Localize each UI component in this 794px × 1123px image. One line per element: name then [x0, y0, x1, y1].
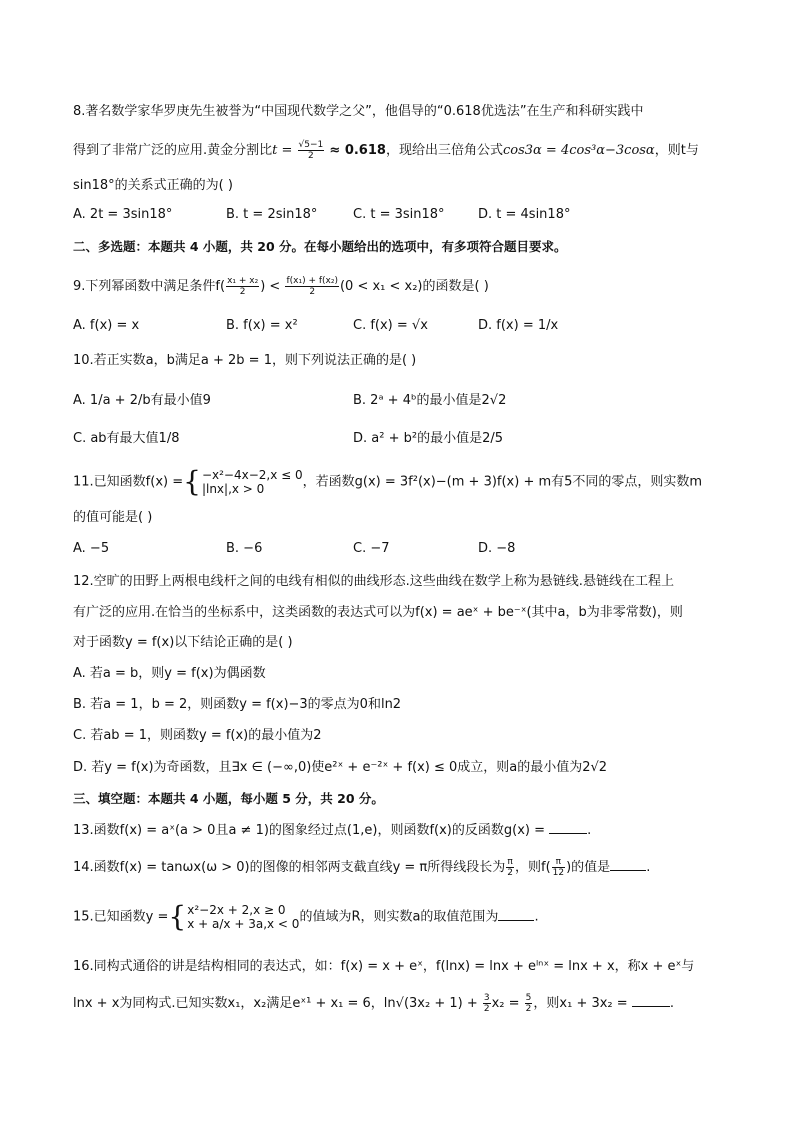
- q8-text-a: 得到了非常广泛的应用.黄金分割比: [73, 143, 273, 158]
- q10-option-b[interactable]: B. 2ᵃ + 4ᵇ的最小值是2√2: [353, 393, 507, 408]
- q8-option-b[interactable]: B. t = 2sin18°: [226, 207, 318, 222]
- q14-stem: [73, 857, 650, 878]
- frac-num: √5−1: [298, 140, 324, 150]
- q13-text: 13.函数f(x) = aˣ(a > 0且a ≠ 1)的图象经过点(1,e)，则函数f(x)的反函数g(x) =: [73, 823, 545, 838]
- q9-fraction-1: [226, 276, 259, 297]
- q12-line1: 12.空旷的田野上两根电线杆之间的电线有相似的曲线形态.这些曲线在数学上称为悬链线.悬链线在工程上: [73, 574, 674, 589]
- q16-period: .: [669, 996, 674, 1011]
- q13-stem: [73, 821, 591, 840]
- q9-text-a: 9.下列幂函数中满足条件f(: [73, 279, 226, 294]
- q8-line3: sin18°的关系式正确的为( ): [73, 178, 233, 193]
- q10-option-a[interactable]: A. 1/a + 2/b有最小值9: [73, 393, 211, 408]
- frac-num: x₁ + x₂: [227, 276, 259, 286]
- q15-answer-blank[interactable]: [498, 908, 534, 921]
- q13-period: .: [587, 823, 592, 838]
- q15-case-2: x + a/x + 3a,x < 0: [187, 917, 300, 931]
- q12-line3: 对于函数y = f(x)以下结论正确的是( ): [73, 635, 293, 650]
- left-brace-icon: {: [183, 465, 201, 498]
- q9-option-b[interactable]: B. f(x) = x²: [226, 318, 298, 333]
- q12-option-d[interactable]: D. 若y = f(x)为奇函数，且∃x ∈ (−∞,0)使e²ˣ + e⁻²ˣ + f(x) ≤ 0成立，则a的最小值为2√2: [73, 760, 608, 775]
- q8-line2: [73, 140, 699, 161]
- q8-line1: 8.著名数学家华罗庚先生被誉为“中国现代数学之父”，他倡导的“0.618优选法”在生产和科研实践中: [73, 104, 644, 119]
- q9-text-c: (0 < x₁ < x₂)的函数是( ): [339, 279, 489, 294]
- q16-text-b: x₂ =: [491, 996, 520, 1011]
- q11-text-a: 11.已知函数f(x) =: [73, 474, 184, 490]
- q11-option-a[interactable]: A. −5: [73, 541, 110, 556]
- frac-num: 3: [483, 993, 490, 1003]
- q11-line2: 的值可能是( ): [73, 510, 153, 525]
- q11-option-b[interactable]: B. −6: [226, 541, 263, 556]
- q12-option-b[interactable]: B. 若a = 1，b = 2，则函数y = f(x)−3的零点为0和ln2: [73, 697, 402, 712]
- section-multiple-choice-heading: 二、多选题：本题共 4 小题，共 20 分。在每小题给出的选项中，有多项符合题目要求。: [73, 239, 567, 254]
- q11-piecewise: [202, 468, 303, 496]
- q14-text-b: ，则f(: [515, 860, 551, 875]
- frac-den: 2: [309, 287, 316, 297]
- q11-case-1: −x²−4x−2,x ≤ 0: [201, 468, 303, 482]
- frac-den: 2: [483, 1004, 490, 1014]
- q10-stem: 10.若正实数a，b满足a + 2b = 1，则下列说法正确的是( ): [73, 353, 417, 368]
- q11-text-b: ，若函数g(x) = 3f²(x)−(m + 3)f(x) + m有5不同的零点，则实数m: [302, 474, 703, 490]
- q13-answer-blank[interactable]: [549, 821, 587, 834]
- q8-text-c: ，现给出三倍角公式: [385, 143, 503, 158]
- frac-num: π: [552, 857, 565, 868]
- q15-piecewise: [187, 903, 299, 931]
- q16-text-a: lnx + x为同构式.已知实数x₁，x₂满足eˣ¹ + x₁ = 6，ln√(3x₂ + 1) +: [73, 996, 482, 1011]
- golden-ratio-fraction: [298, 140, 325, 161]
- q14-text-a: 14.函数f(x) = tanωx(ω > 0)的图像的相邻两支截直线y = π所得线段长为: [73, 860, 506, 875]
- q12-line2: 有广泛的应用.在恰当的坐标系中，这类函数的表达式可以为f(x) = aeˣ + be⁻ˣ(其中a，b为非零常数)，则: [73, 605, 683, 620]
- frac-num: f(x₁) + f(x₂): [286, 276, 338, 286]
- q8-formula: cos3α = 4cos³α−3cosα: [502, 143, 655, 158]
- section-fill-in-heading: 三、填空题：本题共 4 小题，每小题 5 分，共 20 分。: [73, 791, 384, 806]
- q16-line1: 16.同构式通俗的讲是结构相同的表达式，如：f(x) = x + eˣ，f(lnx) = lnx + eˡⁿˣ = lnx + x，称x + eˣ与: [73, 959, 695, 974]
- q16-fraction-1: [483, 993, 491, 1014]
- q11-option-c[interactable]: C. −7: [353, 541, 390, 556]
- frac-den: 2: [525, 1004, 532, 1014]
- q12-option-a[interactable]: A. 若a = b，则y = f(x)为偶函数: [73, 666, 266, 681]
- q14-period: .: [646, 860, 651, 875]
- frac-den: 2: [308, 151, 314, 161]
- q10-option-d[interactable]: D. a² + b²的最小值是2/5: [353, 431, 503, 446]
- q9-option-d[interactable]: D. f(x) = 1/x: [478, 318, 559, 333]
- q14-fraction-2: [552, 857, 565, 878]
- q9-fraction-2: [285, 276, 339, 297]
- frac-num: 5: [525, 993, 532, 1003]
- frac-num: π: [507, 857, 513, 867]
- q9-stem: [73, 276, 489, 297]
- frac-den: 2: [239, 287, 246, 297]
- q15-period: .: [534, 909, 539, 925]
- q14-fraction-1: [506, 857, 514, 878]
- q8-t: t =: [272, 143, 293, 158]
- q11-stem: [73, 465, 703, 498]
- q16-fraction-2: [525, 993, 533, 1014]
- q8-option-a[interactable]: A. 2t = 3sin18°: [73, 207, 173, 222]
- q9-option-c[interactable]: C. f(x) = √x: [353, 318, 428, 333]
- q15-text-b: 的值域为R，则实数a的取值范围为: [299, 909, 499, 925]
- q16-line2: [73, 993, 674, 1014]
- frac-den: 2: [507, 868, 513, 878]
- q15-stem: [73, 900, 539, 933]
- q16-text-c: ，则x₁ + 3x₂ =: [533, 996, 628, 1011]
- q11-case-2: |lnx|,x > 0: [201, 482, 265, 496]
- q15-case-1: x²−2x + 2,x ≥ 0: [187, 903, 286, 917]
- q9-text-b: ) <: [260, 279, 281, 294]
- q11-option-d[interactable]: D. −8: [478, 541, 516, 556]
- q16-answer-blank[interactable]: [632, 994, 670, 1007]
- q10-option-c[interactable]: C. ab有最大值1/8: [73, 431, 180, 446]
- q15-text-a: 15.已知函数y =: [73, 909, 169, 925]
- frac-den: 12: [552, 868, 565, 878]
- q8-text-d: ，则t与: [654, 143, 699, 158]
- left-brace-icon: {: [168, 900, 187, 933]
- q12-option-c[interactable]: C. 若ab = 1，则函数y = f(x)的最小值为2: [73, 728, 322, 743]
- q14-answer-blank[interactable]: [610, 858, 646, 871]
- q8-option-c[interactable]: C. t = 3sin18°: [353, 207, 445, 222]
- q14-text-c: )的值是: [566, 860, 611, 875]
- q8-option-d[interactable]: D. t = 4sin18°: [478, 207, 571, 222]
- q8-approx: ≈ 0.618: [329, 143, 386, 158]
- q9-option-a[interactable]: A. f(x) = x: [73, 318, 140, 333]
